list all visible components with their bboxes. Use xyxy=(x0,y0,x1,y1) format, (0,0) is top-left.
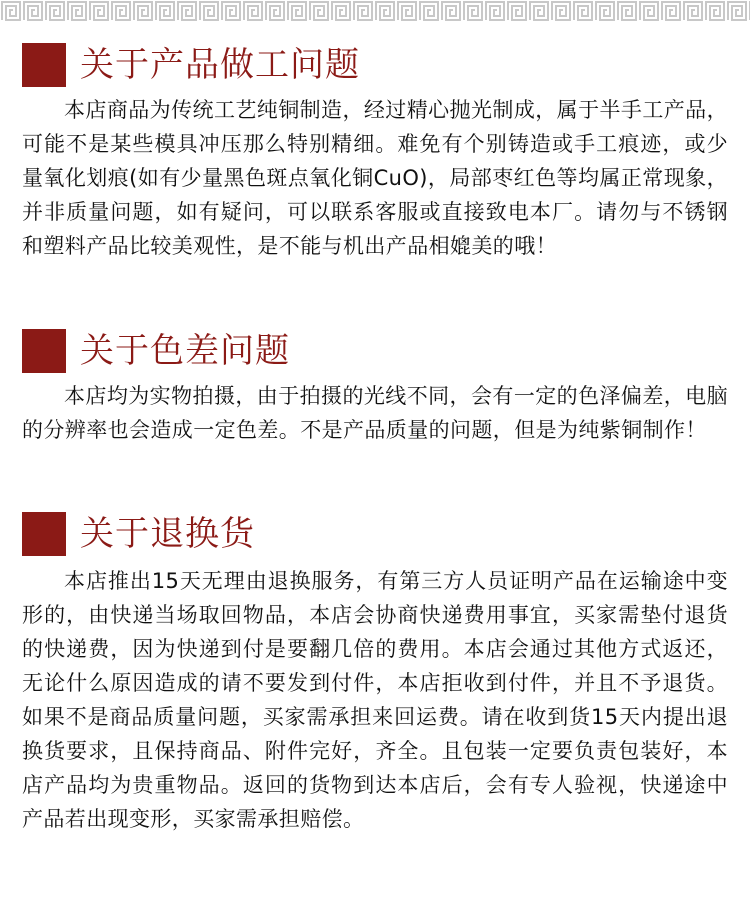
section-title: 关于产品做工问题 xyxy=(80,45,360,85)
section-heading-craftsmanship xyxy=(22,43,360,87)
heading-square-icon xyxy=(22,512,66,556)
section-title: 关于色差问题 xyxy=(80,331,290,371)
section-title: 关于退换货 xyxy=(80,514,255,554)
section-body-craftsmanship: 本店商品为传统工艺纯铜制造，经过精心抛光制成，属于半手工产品，可能不是某些模具冲压那么特别精细。难免有个别铸造或手工痕迹，或少量氧化划痕(如有少量黑色斑点氧化铜CuO)，局部枣红色等均属正常现象，并非质量问题，如有疑问，可以联系客服或直接致电本厂。请勿与不锈钢和塑料产品比较美观性，是不能与机出产品相媲美的哦！ xyxy=(22,98,728,258)
section-heading-color-difference xyxy=(22,329,290,373)
section-heading-returns xyxy=(22,512,255,556)
heading-square-icon xyxy=(22,43,66,87)
decorative-fret-border xyxy=(0,0,750,22)
section-body-color-difference: 本店均为实物拍摄，由于拍摄的光线不同，会有一定的色泽偏差，电脑的分辨率也会造成一定色差。不是产品质量的问题，但是为纯紫铜制作！ xyxy=(22,384,728,442)
section-body-returns: 本店推出15天无理由退换服务，有第三方人员证明产品在运输途中变形的，由快递当场取回物品，本店会协商快递费用事宜，买家需垫付退货的快递费，因为快递到付是要翻几倍的费用。本店会通过其他方式返还，无论什么原因造成的请不要发到付件，本店拒收到付件，并且不予退货。如果不是商品质量问题，买家需承担来回运费。请在收到货15天内提出退换货要求，且保持商品、附件完好，齐全。且包装一定要负责包装好，本店产品均为贵重物品。返回的货物到达本店后，会有专人验视，快递途中产品若出现变形，买家需承担赔偿。 xyxy=(22,569,728,831)
heading-square-icon xyxy=(22,329,66,373)
fret-pattern-icon xyxy=(0,0,750,22)
